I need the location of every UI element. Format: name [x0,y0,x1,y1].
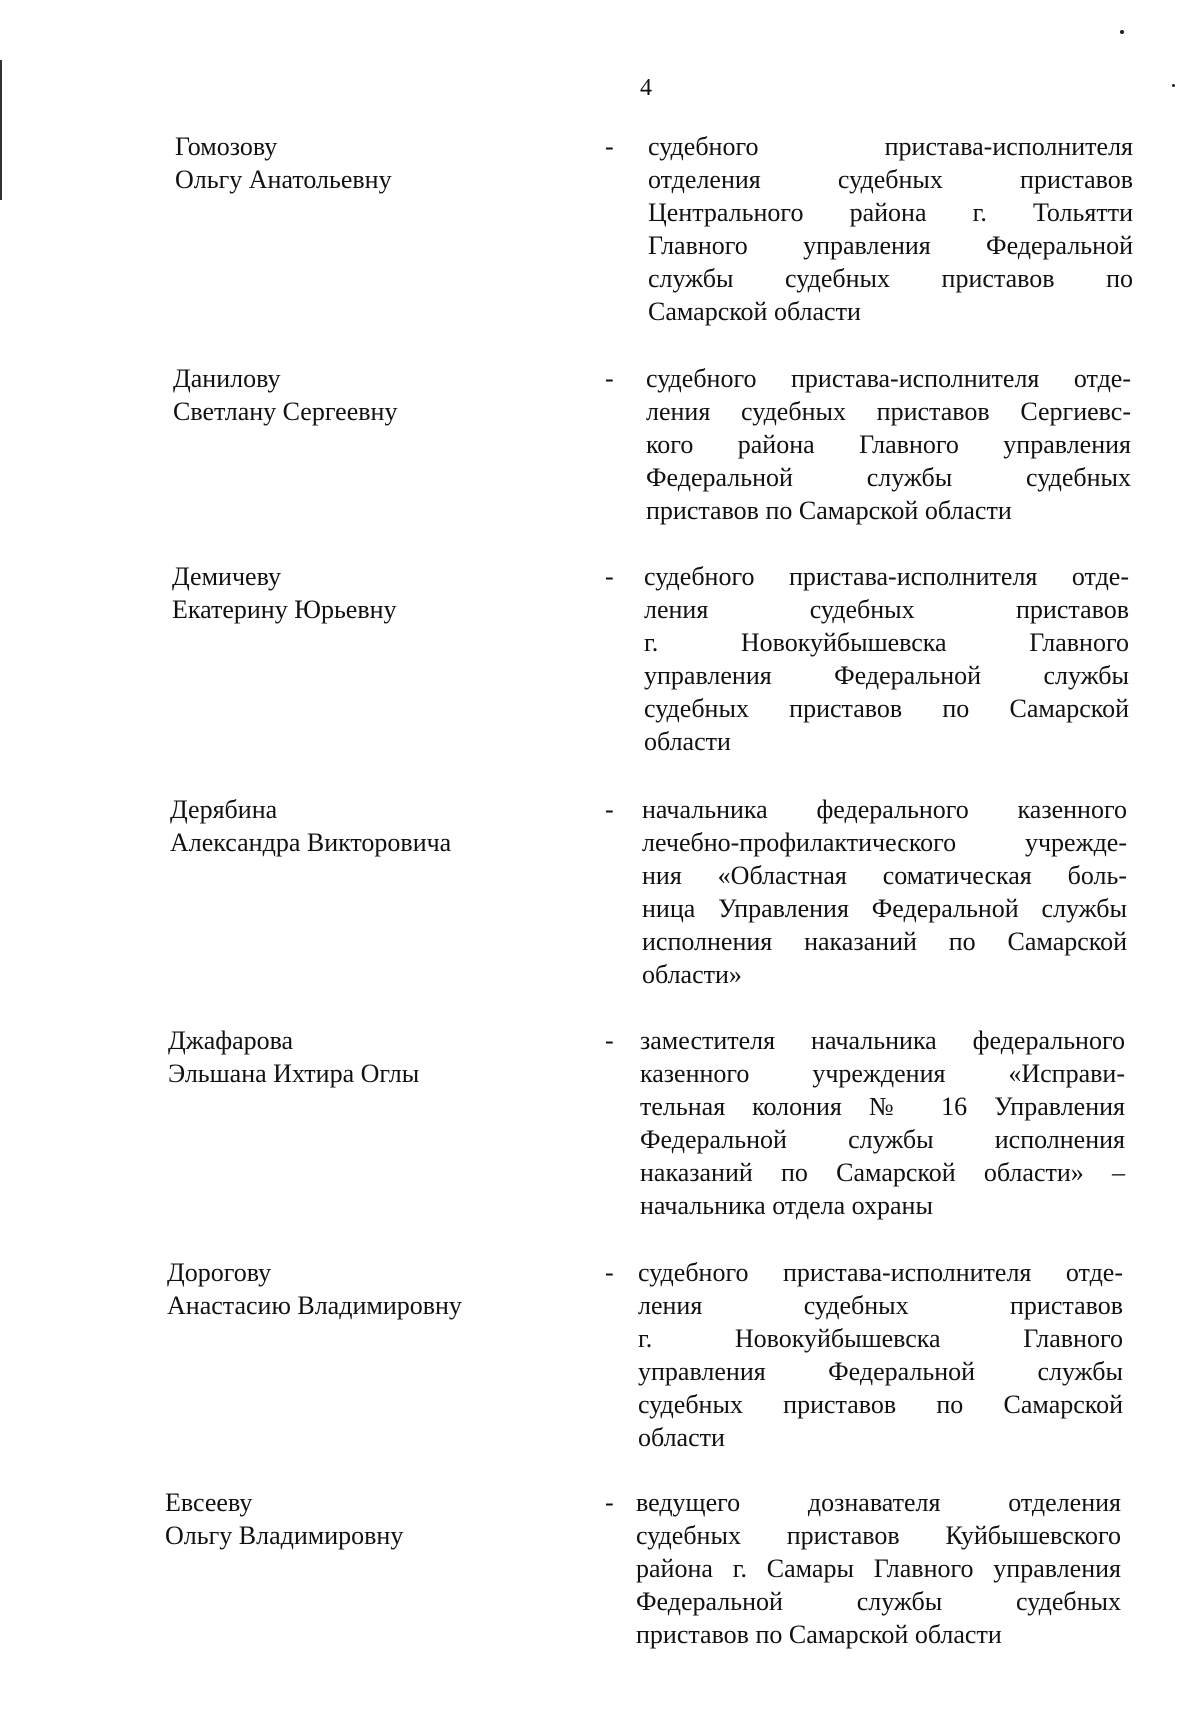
position-description [648,130,1133,328]
description-line: начальника федерального казенного [642,795,1127,824]
position-description [642,793,1127,991]
separator-dash: - [605,562,614,591]
description-line: области [638,1423,725,1452]
description-line: исполнения наказаний по Самарской [642,927,1127,956]
description-line: наказаний по Самарской области» – [640,1158,1125,1187]
description-line: службы судебных приставов по [648,264,1133,293]
description-line: Федеральной службы судебных [646,463,1131,492]
description-line: судебных приставов Куйбышевского [636,1521,1121,1550]
description-line: тельная колония № 16 Управления [640,1092,1125,1121]
position-description [646,362,1131,527]
surname: Демичеву [172,562,281,591]
given-names: Ольгу Анатольевну [175,165,392,194]
appointee-name [175,130,392,196]
description-line: судебных приставов по Самарской [638,1390,1123,1419]
description-line: управления Федеральной службы [644,661,1129,690]
description-line: Самарской области [648,297,861,326]
description-line: судебного пристава-исполнителя отде- [644,562,1129,591]
description-line: области [644,727,731,756]
description-line: казенного учреждения «Исправи- [640,1059,1125,1088]
description-line: ления судебных приставов [644,595,1129,624]
given-names: Ольгу Владимировну [165,1521,404,1550]
description-line: Федеральной службы исполнения [640,1125,1125,1154]
description-line: области» [642,960,742,989]
separator-dash: - [605,1258,614,1287]
description-line: приставов по Самарской области [646,496,1012,525]
position-description [636,1486,1121,1651]
description-line: отделения судебных приставов [648,165,1133,194]
given-names: Светлану Сергеевну [173,397,398,426]
separator-dash: - [605,132,614,161]
appointee-name [173,362,397,428]
appointee-name [168,1024,419,1090]
position-description [644,560,1129,758]
scan-speck [1120,30,1124,34]
description-line: ления судебных приставов Сергиевс- [646,397,1131,426]
description-line: ления судебных приставов [638,1291,1123,1320]
separator-dash: - [605,1488,614,1517]
scan-speck [1172,84,1175,87]
appointee-name [165,1486,403,1552]
description-line: судебного пристава-исполнителя отде- [646,364,1131,393]
separator-dash: - [605,795,614,824]
description-line: г. Новокуйбышевска Главного [644,628,1129,657]
surname: Дорогову [167,1258,272,1287]
description-line: лечебно-профилактического учрежде- [642,828,1127,857]
description-line: ния «Областная соматическая боль- [642,861,1127,890]
appointee-name [170,793,451,859]
surname: Дерябина [170,795,278,824]
given-names: Екатерину Юрьевну [172,595,397,624]
position-description [638,1256,1123,1454]
description-line: начальника отдела охраны [640,1191,933,1220]
description-line: заместителя начальника федерального [640,1026,1125,1055]
surname: Данилову [173,364,281,393]
surname: Джафарова [168,1026,294,1055]
description-line: судебного пристава-исполнителя отде- [638,1258,1123,1287]
description-line: ница Управления Федеральной службы [642,894,1127,923]
description-line: Главного управления Федеральной [648,231,1133,260]
separator-dash: - [605,364,614,393]
given-names: Эльшана Ихтира Оглы [168,1059,420,1088]
page-number: 4 [640,75,652,101]
given-names: Александра Викторовича [170,828,452,857]
appointee-name [172,560,397,626]
description-line: судебных приставов по Самарской [644,694,1129,723]
description-line: района г. Самары Главного управления [636,1554,1121,1583]
description-line: управления Федеральной службы [638,1357,1123,1386]
position-description [640,1024,1125,1222]
scan-edge-line [0,60,2,200]
appointee-name [167,1256,462,1322]
description-line: судебного пристава-исполнителя [648,132,1133,161]
description-line: г. Новокуйбышевска Главного [638,1324,1123,1353]
description-line: Федеральной службы судебных [636,1587,1121,1616]
description-line: ведущего дознавателя отделения [636,1488,1121,1517]
surname: Евсееву [165,1488,253,1517]
separator-dash: - [605,1026,614,1055]
description-line: кого района Главного управления [646,430,1131,459]
surname: Гомозову [175,132,278,161]
description-line: Центрального района г. Тольятти [648,198,1133,227]
given-names: Анастасию Владимировну [167,1291,462,1320]
description-line: приставов по Самарской области [636,1620,1002,1649]
